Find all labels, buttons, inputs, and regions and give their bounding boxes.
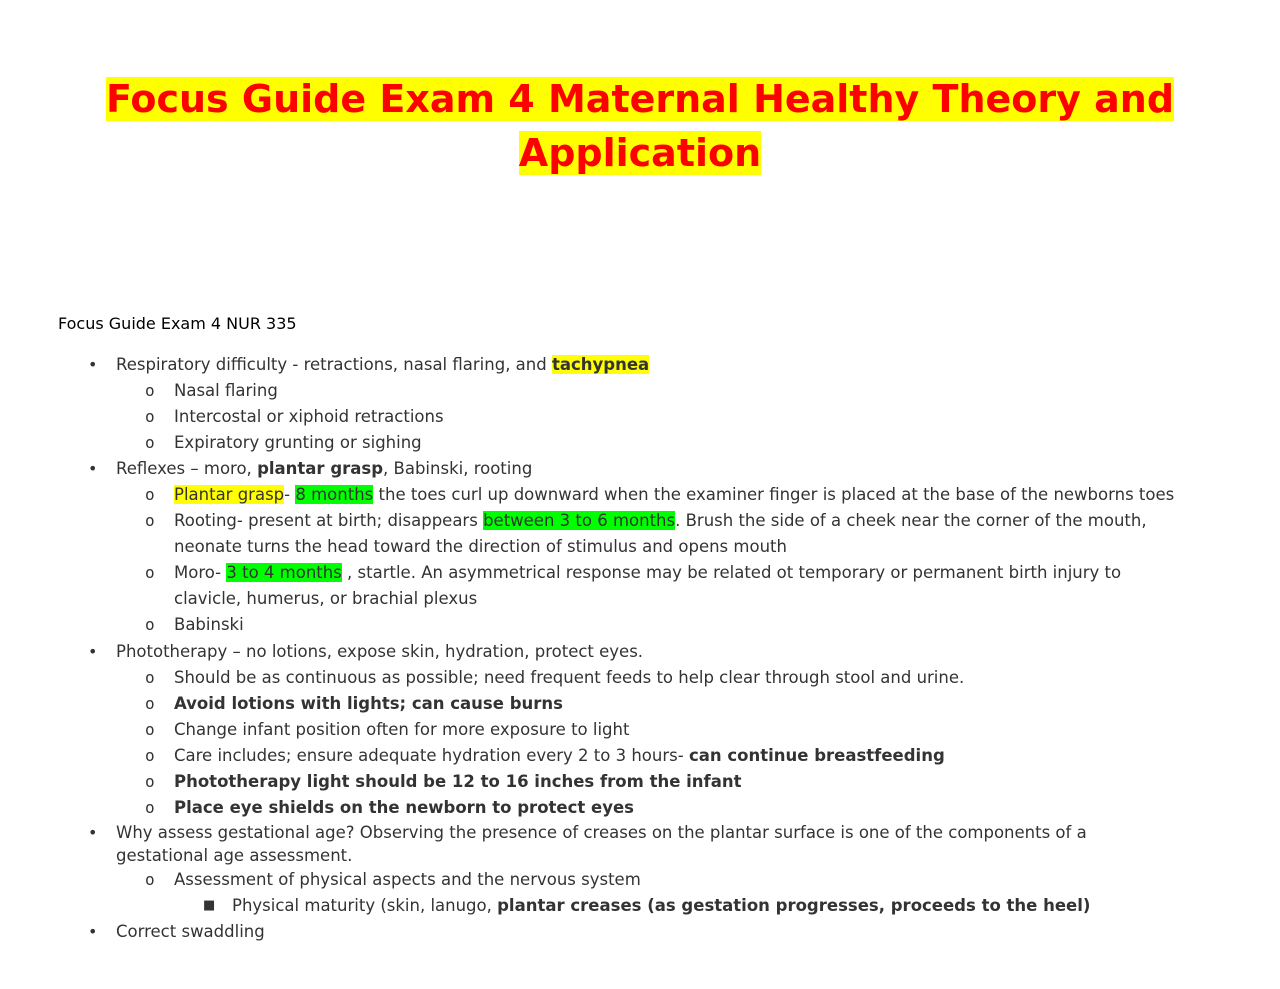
circle-bullet-icon: o: [145, 511, 155, 530]
list-item-respiratory: [0, 352, 1280, 378]
sub-item-text: Expiratory grunting or sighing: [174, 433, 422, 452]
sub-item-plantar-grasp: [0, 482, 1280, 508]
sub-item-text: Rooting- present at birth; disappears: [174, 511, 484, 530]
sub-item-text: Assessment of physical aspects and the nervous system: [174, 870, 641, 889]
document-title: [40, 72, 1240, 180]
sub-item-text: Avoid lotions with lights; can cause burns: [174, 694, 563, 713]
list-item-swaddling: [0, 919, 1280, 945]
circle-bullet-icon: o: [145, 381, 155, 400]
bold-term: can continue breastfeeding: [688, 746, 945, 765]
sub-item-avoid-lotions: [0, 691, 1280, 717]
circle-bullet-icon: o: [145, 694, 155, 713]
sub-item-text: the toes curl up downward when the examiner finger is placed at the base of the newborns toes: [373, 485, 1175, 504]
sub-item-text: . Brush the side of a cheek near the corner of the mouth, neonate turns the head toward the direction of stimulus and opens mouth: [174, 511, 1147, 556]
sub-item-text: Phototherapy light should be 12 to 16 inches from the infant: [174, 772, 742, 791]
disc-bullet-icon: •: [88, 922, 98, 941]
circle-bullet-icon: o: [145, 485, 155, 504]
circle-bullet-icon: o: [145, 746, 155, 765]
bold-term: plantar grasp: [257, 459, 384, 478]
sub-item-text: , startle. An asymmetrical response may be related ot temporary or permanent birth injury to clavicle, humerus, or brachial plexus: [174, 563, 1122, 608]
square-bullet-icon: ■: [203, 898, 216, 913]
sub-item-text: Babinski: [174, 615, 244, 634]
sub-item-light-distance: [0, 769, 1280, 795]
highlighted-age: 3 to 4 months: [226, 563, 342, 582]
sub-item-text: Change infant position often for more exposure to light: [174, 720, 630, 739]
disc-bullet-icon: •: [88, 459, 98, 478]
sub-item-text: Place eye shields on the newborn to protect eyes: [174, 798, 634, 817]
circle-bullet-icon: o: [145, 433, 155, 452]
document-body: [0, 352, 1280, 945]
highlighted-age: between 3 to 6 months: [483, 511, 676, 530]
sub-item-continuous: [0, 665, 1280, 691]
circle-bullet-icon: o: [145, 668, 155, 687]
disc-bullet-icon: •: [88, 355, 98, 374]
disc-bullet-icon: •: [88, 642, 98, 661]
sub-item-eye-shields: [0, 795, 1280, 821]
circle-bullet-icon: o: [145, 772, 155, 791]
sub-item-text: Care includes; ensure adequate hydration every 2 to 3 hours-: [174, 746, 689, 765]
list-item-text: Correct swaddling: [116, 922, 265, 941]
list-item-phototherapy: [0, 639, 1280, 665]
list-item-text: Why assess gestational age? Observing the presence of creases on the plantar surface is one of the components of a gestational age assessment.: [116, 823, 1087, 865]
sub-item-position: [0, 717, 1280, 743]
circle-bullet-icon: o: [145, 798, 155, 817]
list-item-gestational-age: [0, 821, 1280, 867]
sub-item-text: -: [284, 485, 296, 504]
sub-item-retractions: [0, 404, 1280, 430]
sub-item-rooting: [0, 508, 1280, 560]
sub-sub-item-physical-maturity: [0, 893, 1280, 919]
sub-item-babinski: [0, 612, 1280, 638]
highlighted-term: Plantar grasp: [174, 485, 285, 504]
sub-item-text: Physical maturity (skin, lanugo,: [232, 896, 498, 915]
highlighted-age: 8 months: [295, 485, 374, 504]
bold-term: plantar creases (as gestation progresses, proceeds to the heel): [497, 896, 1091, 915]
title-line-1: Focus Guide Exam 4 Maternal Healthy Theory and: [105, 77, 1175, 121]
circle-bullet-icon: o: [145, 870, 155, 889]
list-item-text: Reflexes – moro,: [116, 459, 258, 478]
circle-bullet-icon: o: [145, 407, 155, 426]
disc-bullet-icon: •: [88, 823, 98, 842]
title-line-2: Application: [518, 131, 762, 175]
sub-item-text: Should be as continuous as possible; need frequent feeds to help clear through stool and urine.: [174, 668, 965, 687]
document-subtitle: Focus Guide Exam 4 NUR 335: [58, 314, 297, 333]
list-item-reflexes: [0, 456, 1280, 482]
sub-item-nasal-flaring: [0, 378, 1280, 404]
list-item-text: Respiratory difficulty - retractions, nasal flaring, and: [116, 355, 552, 374]
sub-item-moro: [0, 560, 1280, 612]
sub-item-grunting: [0, 430, 1280, 456]
sub-item-assessment: [0, 867, 1280, 893]
highlighted-term: tachypnea: [551, 355, 650, 374]
sub-item-text: Nasal flaring: [174, 381, 278, 400]
circle-bullet-icon: o: [145, 720, 155, 739]
sub-item-text: Moro-: [174, 563, 227, 582]
list-item-text: Phototherapy – no lotions, expose skin, hydration, protect eyes.: [116, 642, 644, 661]
circle-bullet-icon: o: [145, 615, 155, 634]
circle-bullet-icon: o: [145, 563, 155, 582]
sub-item-hydration: [0, 743, 1280, 769]
list-item-text: , Babinski, rooting: [383, 459, 533, 478]
sub-item-text: Intercostal or xiphoid retractions: [174, 407, 444, 426]
